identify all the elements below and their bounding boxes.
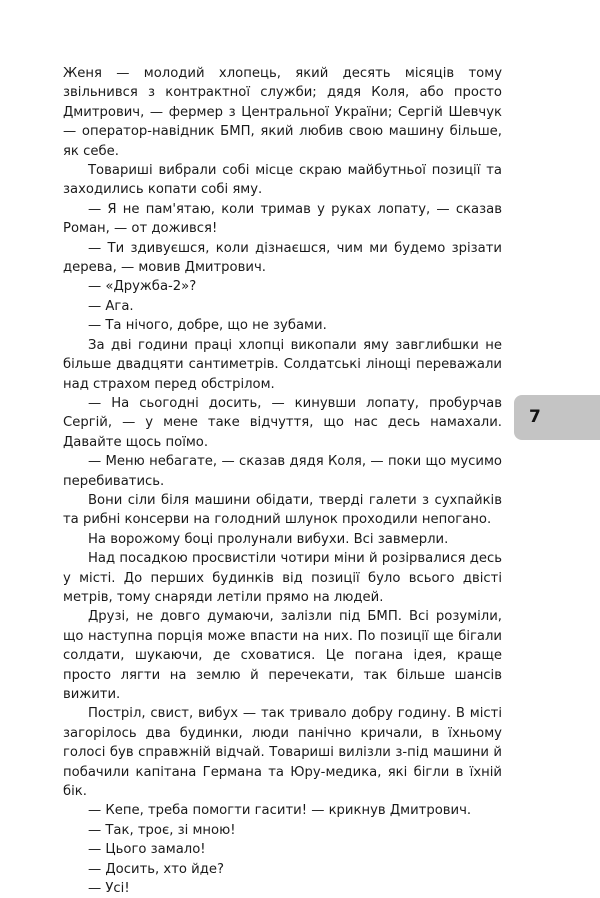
paragraph: — «Дружба-2»? bbox=[88, 279, 197, 295]
paragraph: — Ти здивуєшся, коли дізнаєшся, чим ми будемо зрізати дерева, — мовив Дмитрович. bbox=[63, 240, 502, 276]
paragraph: — Ага. bbox=[88, 298, 134, 314]
paragraph: На ворожому боці пролунали вибухи. Всі завмерли. bbox=[88, 531, 449, 547]
paragraph: — Кепе, треба помогти гасити! — крикнув Дмитрович. bbox=[88, 803, 472, 819]
paragraph: — Досить, хто йде? bbox=[88, 861, 224, 877]
paragraph: — На сьогодні досить, — кинувши лопату, пробурчав Сергій, — у мене таке відчуття, що нас десь намахали. Давайте щось поїмо. bbox=[63, 395, 502, 450]
paragraph: Над посадкою просвистіли чотири міни й розірвалися десь у місті. До перших будинків від позиції було всього двісті метрів, тому снаряди летіли прямо на людей. bbox=[63, 551, 502, 605]
paragraph: Постріл, свист, вибух — так тривало добру годину. В місті загорілось два будинки, люди панічно кричали, в їхньому голосі був справжній відчай. Товариші вилізли з-під машини й побачили капітана Германа та Юру-медика, які бігли в їхній бік. bbox=[63, 706, 502, 800]
paragraph: — Меню небагате, — сказав дядя Коля, — поки що мусимо перебиватись. bbox=[63, 454, 502, 489]
paragraph: За дві години праці хлопці викопали яму завглибшки не більше двадцяти сантиметрів. Солдатські лінощі переважали над страхом перед обстрілом. bbox=[63, 337, 502, 392]
paragraph: — Цього замало! bbox=[88, 842, 206, 858]
page-text bbox=[63, 64, 502, 898]
paragraph: — Усі! bbox=[88, 881, 130, 897]
paragraph: — Так, троє, зі мною! bbox=[88, 822, 236, 838]
page-number-tab bbox=[514, 395, 600, 440]
paragraph: Друзі, не довго думаючи, залізли під БМП. Всі розуміли, що наступна порція може впасти на них. По позиції ще бігали солдати, шукаючи, де сховатися. Це погана ідея, краще просто лягти на землю й перечекати, так більше шансів вижити. bbox=[63, 609, 502, 702]
paragraph: — Та нічого, добре, що не зубами. bbox=[88, 318, 327, 334]
paragraph: Вони сіли біля машини обідати, тверді галети з сухпайків та рибні консерви на голодний шлунок проходили непогано. bbox=[63, 492, 502, 528]
paragraph: Товариші вибрали собі місце скраю майбутньої позиції та заходились копати собі яму. bbox=[63, 163, 502, 198]
paragraph: Женя — молодий хлопець, який десять місяців тому звільнився з контрактної служби; дядя Коля, або просто Дмитрович, — фермер з Центральної України; Сергій Шевчук — оператор-навідник БМП, який любив свою машину більше, як себе. bbox=[63, 66, 502, 159]
paragraph: — Я не пам'ятаю, коли тримав у руках лопату, — сказав Роман, — от дожився! bbox=[63, 201, 502, 237]
page-number: 7 bbox=[529, 407, 541, 427]
